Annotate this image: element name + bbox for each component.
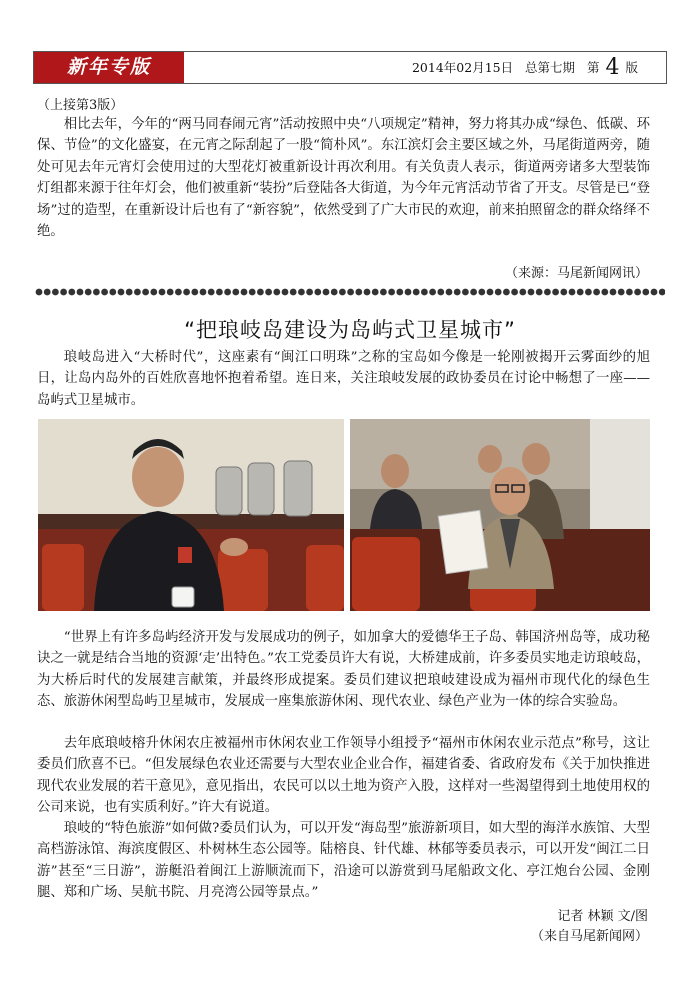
article2-source: （来自马尾新闻网） xyxy=(530,929,648,944)
article2-paragraph-2: “世界上有许多岛屿经济开发与发展成功的例子，如加拿大的爱德华王子岛、韩国济州岛等，成功秘诀之一就是结合当地的资源‘走’出特色。”农工党委员许大有说，大桥建成前，许多委员实地走访琅岐岛，为大桥后时代的发展建言献策，并最终形成提案。委员们建议把琅岐建设成为福州市现代化的绿色生态、旅游休闲型岛屿卫星城市，发展成一座集旅游休闲、现代农业、绿色产业为一体的综合实验岛。 xyxy=(37,630,650,710)
article2-paragraph-4: 琅岐的“特色旅游”如何做?委员们认为，可以开发“海岛型”旅游新项目，如大型的海洋水族馆、大型高档游泳馆、海滨度假区、朴树林生态公园等。陆榕良、针代雄、林郁等委员表示，可以开发“闽江二日游”甚至“三日游”，游艇沿着闽江上游顺流而下，沿途可以游赏到马尾船政文化、亭江炮台公园、金刚腿、郑和广场、吴航书院、月亮湾公园等景点。” xyxy=(37,821,650,901)
article1-source: （来源：马尾新闻网讯） xyxy=(504,266,648,281)
dotted-divider xyxy=(35,287,665,297)
article1-paragraph: 相比去年，今年的“两马同春闹元宵”活动按照中央“八项规定”精神，努力将其办成“绿色、低碳、环保、节俭”的文化盛宴，在元宵之际刮起了一股“简朴风”。东江滨灯会主要区域之外，马尾街道两旁，随处可见去年元宵灯会使用过的大型花灯被重新设计再次利用。有关负责人表示，街道两旁诸多大型装饰灯组都来源于往年灯会，他们被重新“装扮”后登陆各大街道，为今年元宵活动节省了开支。尽管是已“登场”过的造型，在重新设计后也有了“新容貌”，依然受到了广大市民的欢迎，前来拍照留念的群众络绎不绝。 xyxy=(37,117,650,240)
article2-paragraph-3: 去年底琅岐榕升休闲农庄被福州市休闲农业工作领导小组授予“福州市休闲农业示范点”称号，这让委员们欣喜不已。“但发展绿色农业还需要与大型农业企业合作，福建省委、省政府发布《关于加快推进现代农业发展的若干意见》，意见指出，农民可以以土地为资产入股，这样对一些渴望得到土地使用权的公司来说，也有实质利好。”许大有说道。 xyxy=(37,736,650,816)
issue-number: 总第七期 xyxy=(525,60,576,75)
page-suffix: 版 xyxy=(625,60,638,75)
article2-headline: “把琅岐岛建设为岛屿式卫星城市” xyxy=(184,318,516,342)
article2-intro: 琅岐岛进入“大桥时代”，这座素有“闽江口明珠”之称的宝岛如今像是一轮刚被揭开云雾面纱的旭日，让岛内岛外的百姓欣喜地怀抱着希望。连日来，关注琅岐发展的政协委员在讨论中畅想了一座——岛屿式卫星城市。 xyxy=(37,350,650,408)
page-prefix: 第 xyxy=(586,60,600,75)
photo-committee xyxy=(350,419,650,611)
issue-date: 2014年02月15日 xyxy=(411,60,514,75)
article2-byline: 记者 林颖 文/图 xyxy=(557,909,648,924)
section-tag: 新年专版 xyxy=(34,52,184,83)
page-number: 4 xyxy=(605,55,620,80)
issue-info xyxy=(412,52,638,83)
page-header xyxy=(33,51,667,84)
photo-speaker xyxy=(38,419,344,611)
continued-note: （上接第3版） xyxy=(37,98,124,113)
